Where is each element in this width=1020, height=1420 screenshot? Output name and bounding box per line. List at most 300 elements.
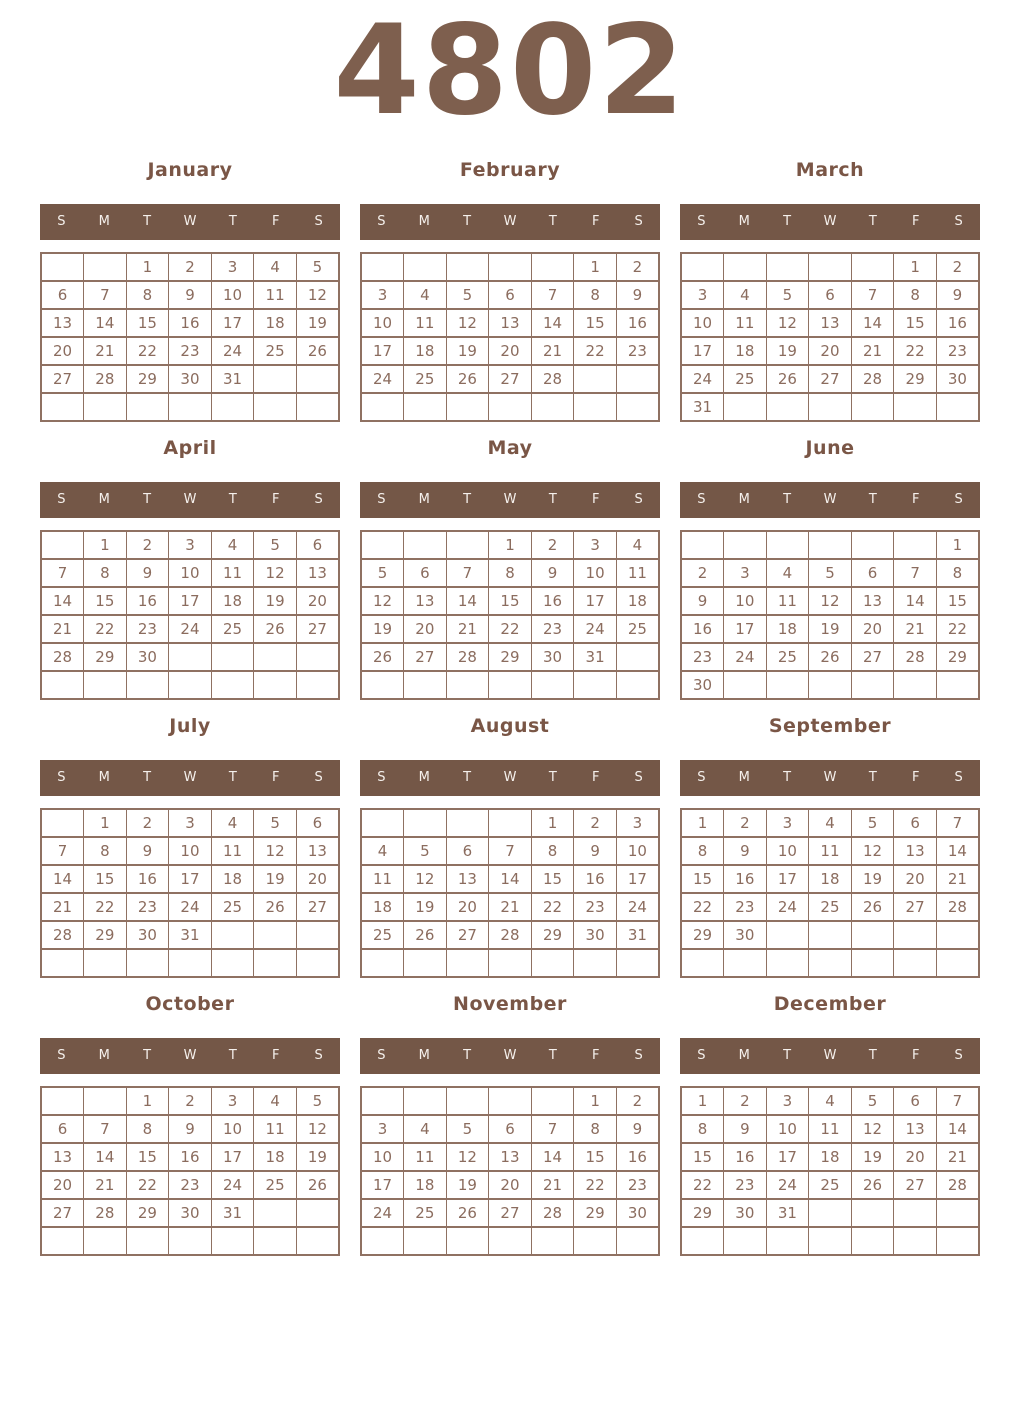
day-cell: 16 <box>681 615 724 643</box>
weekday-label: F <box>591 770 600 786</box>
day-cell: 6 <box>446 837 489 865</box>
empty-day-cell <box>809 949 852 977</box>
day-cell: 6 <box>809 281 852 309</box>
day-cell: 8 <box>936 559 979 587</box>
weekday-label: F <box>591 492 600 508</box>
empty-day-cell <box>404 1227 447 1255</box>
day-cell: 25 <box>211 615 254 643</box>
day-cell: 12 <box>766 309 809 337</box>
months-grid <box>0 156 1020 1256</box>
empty-day-cell <box>41 809 84 837</box>
empty-day-cell <box>489 1227 532 1255</box>
week-row <box>41 281 339 309</box>
weekday-label: W <box>823 1048 837 1064</box>
day-cell: 24 <box>361 1199 404 1227</box>
weekday-label: S <box>697 492 706 508</box>
day-cell: 28 <box>851 365 894 393</box>
day-cell: 8 <box>574 281 617 309</box>
day-cell: 13 <box>296 559 339 587</box>
day-cell: 23 <box>126 893 169 921</box>
day-cell: 28 <box>84 1199 127 1227</box>
empty-day-cell <box>361 531 404 559</box>
day-cell: 20 <box>446 893 489 921</box>
empty-day-cell <box>851 921 894 949</box>
day-cell: 31 <box>766 1199 809 1227</box>
empty-day-cell <box>41 531 84 559</box>
day-cell: 7 <box>936 809 979 837</box>
day-cell: 5 <box>851 1087 894 1115</box>
empty-day-cell <box>489 393 532 421</box>
weekday-label: T <box>783 492 792 508</box>
day-cell: 5 <box>851 809 894 837</box>
weekday-label: M <box>98 770 110 786</box>
day-cell: 20 <box>404 615 447 643</box>
day-cell: 27 <box>809 365 852 393</box>
day-cell: 13 <box>41 309 84 337</box>
empty-day-cell <box>851 1227 894 1255</box>
week-row <box>681 309 979 337</box>
day-cell: 12 <box>296 1115 339 1143</box>
weekday-label: W <box>503 1048 517 1064</box>
week-row <box>681 615 979 643</box>
day-cell: 13 <box>894 837 937 865</box>
week-row <box>681 893 979 921</box>
empty-day-cell <box>681 1227 724 1255</box>
day-cell: 3 <box>211 253 254 281</box>
empty-day-cell <box>254 921 297 949</box>
day-cell: 10 <box>169 559 212 587</box>
week-row <box>361 837 659 865</box>
day-cell: 20 <box>41 1171 84 1199</box>
day-cell: 18 <box>211 587 254 615</box>
day-cell: 21 <box>446 615 489 643</box>
day-cell: 8 <box>84 837 127 865</box>
day-cell: 21 <box>894 615 937 643</box>
day-cell: 28 <box>936 1171 979 1199</box>
day-cell: 9 <box>724 837 767 865</box>
month-may <box>360 434 660 700</box>
day-cell: 30 <box>126 643 169 671</box>
day-cell: 26 <box>446 365 489 393</box>
weekday-header <box>360 1038 660 1074</box>
weekday-label: T <box>548 770 557 786</box>
day-cell: 7 <box>531 281 574 309</box>
weekday-header <box>40 1038 340 1074</box>
day-cell: 9 <box>936 281 979 309</box>
empty-day-cell <box>936 1199 979 1227</box>
day-cell: 10 <box>211 1115 254 1143</box>
week-row <box>41 1143 339 1171</box>
day-cell: 22 <box>126 1171 169 1199</box>
day-cell: 23 <box>936 337 979 365</box>
weekday-label: M <box>418 214 430 230</box>
day-cell: 17 <box>211 1143 254 1171</box>
day-cell: 20 <box>894 865 937 893</box>
day-cell: 16 <box>616 309 659 337</box>
week-row <box>361 1171 659 1199</box>
day-cell: 3 <box>361 1115 404 1143</box>
weekday-label: T <box>228 492 237 508</box>
day-cell: 21 <box>936 1143 979 1171</box>
week-row <box>681 281 979 309</box>
weekday-label: F <box>271 492 280 508</box>
empty-day-cell <box>446 671 489 699</box>
day-cell: 8 <box>681 837 724 865</box>
day-cell: 9 <box>126 837 169 865</box>
day-cell: 24 <box>616 893 659 921</box>
day-cell: 22 <box>489 615 532 643</box>
day-cell: 4 <box>724 281 767 309</box>
day-cell: 19 <box>851 1143 894 1171</box>
day-cell: 10 <box>681 309 724 337</box>
day-cell: 18 <box>361 893 404 921</box>
day-cell: 1 <box>489 531 532 559</box>
empty-day-cell <box>254 393 297 421</box>
empty-day-cell <box>681 253 724 281</box>
day-cell: 22 <box>574 1171 617 1199</box>
day-cell: 21 <box>84 1171 127 1199</box>
day-cell: 26 <box>404 921 447 949</box>
day-cell: 1 <box>574 253 617 281</box>
empty-day-cell <box>361 949 404 977</box>
day-cell: 12 <box>446 1143 489 1171</box>
day-cell: 9 <box>616 1115 659 1143</box>
week-row <box>41 309 339 337</box>
empty-day-cell <box>211 1227 254 1255</box>
week-row <box>681 921 979 949</box>
empty-day-cell <box>894 949 937 977</box>
empty-day-cell <box>809 253 852 281</box>
week-row <box>681 1171 979 1199</box>
day-cell: 1 <box>681 1087 724 1115</box>
day-cell: 16 <box>169 309 212 337</box>
day-cell: 19 <box>361 615 404 643</box>
day-cell: 24 <box>724 643 767 671</box>
day-cell: 7 <box>84 1115 127 1143</box>
days-grid <box>40 808 340 978</box>
weekday-label: T <box>143 214 152 230</box>
day-cell: 23 <box>616 337 659 365</box>
day-cell: 6 <box>296 809 339 837</box>
empty-day-cell <box>211 921 254 949</box>
weekday-label: W <box>183 214 197 230</box>
day-cell: 23 <box>616 1171 659 1199</box>
empty-day-cell <box>766 531 809 559</box>
day-cell: 6 <box>41 1115 84 1143</box>
week-row <box>41 1115 339 1143</box>
month-title: June <box>805 437 855 460</box>
week-row <box>361 531 659 559</box>
day-cell: 16 <box>616 1143 659 1171</box>
day-cell: 20 <box>489 337 532 365</box>
empty-day-cell <box>851 1199 894 1227</box>
days-grid <box>680 252 980 422</box>
weekday-label: S <box>314 214 323 230</box>
weekday-label: W <box>823 492 837 508</box>
day-cell: 14 <box>531 309 574 337</box>
weekday-label: W <box>503 492 517 508</box>
week-row <box>41 559 339 587</box>
week-row <box>681 1227 979 1255</box>
day-cell: 3 <box>681 281 724 309</box>
month-january <box>40 156 340 422</box>
day-cell: 6 <box>404 559 447 587</box>
weekday-label: F <box>911 492 920 508</box>
day-cell: 3 <box>766 1087 809 1115</box>
day-cell: 27 <box>851 643 894 671</box>
year-title: 4802 <box>333 0 687 143</box>
empty-day-cell <box>296 921 339 949</box>
day-cell: 11 <box>254 281 297 309</box>
day-cell: 16 <box>126 865 169 893</box>
day-cell: 7 <box>894 559 937 587</box>
day-cell: 6 <box>894 809 937 837</box>
days-grid <box>360 808 660 978</box>
day-cell: 12 <box>361 587 404 615</box>
empty-day-cell <box>361 1087 404 1115</box>
empty-day-cell <box>809 1227 852 1255</box>
day-cell: 26 <box>296 337 339 365</box>
day-cell: 20 <box>851 615 894 643</box>
day-cell: 21 <box>851 337 894 365</box>
week-row <box>681 1115 979 1143</box>
day-cell: 14 <box>936 1115 979 1143</box>
day-cell: 12 <box>296 281 339 309</box>
week-row <box>361 393 659 421</box>
weekday-label: T <box>783 214 792 230</box>
empty-day-cell <box>84 671 127 699</box>
day-cell: 8 <box>681 1115 724 1143</box>
weekday-label: W <box>503 214 517 230</box>
weekday-label: T <box>143 770 152 786</box>
day-cell: 2 <box>126 809 169 837</box>
day-cell: 2 <box>936 253 979 281</box>
day-cell: 12 <box>254 559 297 587</box>
empty-day-cell <box>681 949 724 977</box>
week-row <box>361 309 659 337</box>
day-cell: 13 <box>41 1143 84 1171</box>
empty-day-cell <box>211 671 254 699</box>
week-row <box>361 949 659 977</box>
month-title: December <box>773 993 887 1016</box>
empty-day-cell <box>404 671 447 699</box>
month-title: February <box>459 159 561 182</box>
empty-day-cell <box>489 253 532 281</box>
week-row <box>41 337 339 365</box>
empty-day-cell <box>616 671 659 699</box>
weekday-label: F <box>911 770 920 786</box>
week-row <box>681 559 979 587</box>
day-cell: 13 <box>894 1115 937 1143</box>
weekday-label: F <box>911 1048 920 1064</box>
day-cell: 27 <box>489 365 532 393</box>
empty-day-cell <box>809 531 852 559</box>
day-cell: 25 <box>361 921 404 949</box>
day-cell: 15 <box>936 587 979 615</box>
weekday-label: T <box>228 1048 237 1064</box>
week-row <box>41 253 339 281</box>
day-cell: 30 <box>126 921 169 949</box>
empty-day-cell <box>361 1227 404 1255</box>
empty-day-cell <box>936 671 979 699</box>
weekday-label: M <box>418 770 430 786</box>
empty-day-cell <box>296 365 339 393</box>
days-grid <box>360 252 660 422</box>
day-cell: 14 <box>894 587 937 615</box>
weekday-label: T <box>463 770 472 786</box>
week-row <box>681 643 979 671</box>
empty-day-cell <box>724 393 767 421</box>
days-grid <box>680 530 980 700</box>
month-july <box>40 712 340 978</box>
weekday-header <box>40 482 340 518</box>
day-cell: 30 <box>574 921 617 949</box>
day-cell: 12 <box>254 837 297 865</box>
week-row <box>361 865 659 893</box>
day-cell: 21 <box>41 615 84 643</box>
day-cell: 12 <box>809 587 852 615</box>
day-cell: 15 <box>894 309 937 337</box>
weekday-label: T <box>463 1048 472 1064</box>
day-cell: 28 <box>41 921 84 949</box>
weekday-label: M <box>418 1048 430 1064</box>
empty-day-cell <box>724 1227 767 1255</box>
day-cell: 13 <box>809 309 852 337</box>
week-row <box>681 587 979 615</box>
day-cell: 10 <box>169 837 212 865</box>
weekday-label: T <box>143 1048 152 1064</box>
day-cell: 13 <box>296 837 339 865</box>
day-cell: 24 <box>766 893 809 921</box>
week-row <box>41 643 339 671</box>
empty-day-cell <box>766 671 809 699</box>
day-cell: 30 <box>681 671 724 699</box>
day-cell: 17 <box>211 309 254 337</box>
weekday-label: S <box>57 492 66 508</box>
month-title: November <box>453 993 567 1016</box>
day-cell: 11 <box>809 837 852 865</box>
week-row <box>681 365 979 393</box>
day-cell: 25 <box>724 365 767 393</box>
day-cell: 25 <box>254 337 297 365</box>
empty-day-cell <box>254 1227 297 1255</box>
day-cell: 26 <box>254 893 297 921</box>
day-cell: 5 <box>296 253 339 281</box>
day-cell: 5 <box>254 531 297 559</box>
week-row <box>41 671 339 699</box>
day-cell: 11 <box>766 587 809 615</box>
week-row <box>41 615 339 643</box>
day-cell: 10 <box>766 1115 809 1143</box>
day-cell: 19 <box>296 1143 339 1171</box>
empty-day-cell <box>296 1199 339 1227</box>
day-cell: 9 <box>574 837 617 865</box>
day-cell: 31 <box>211 365 254 393</box>
weekday-label: F <box>271 770 280 786</box>
month-title: March <box>795 159 865 182</box>
empty-day-cell <box>489 809 532 837</box>
day-cell: 17 <box>766 1143 809 1171</box>
day-cell: 2 <box>169 253 212 281</box>
day-cell: 15 <box>84 865 127 893</box>
day-cell: 16 <box>724 865 767 893</box>
day-cell: 25 <box>766 643 809 671</box>
week-row <box>41 531 339 559</box>
week-row <box>681 809 979 837</box>
day-cell: 11 <box>616 559 659 587</box>
day-cell: 8 <box>531 837 574 865</box>
empty-day-cell <box>531 1227 574 1255</box>
empty-day-cell <box>254 643 297 671</box>
empty-day-cell <box>254 949 297 977</box>
empty-day-cell <box>531 949 574 977</box>
day-cell: 16 <box>531 587 574 615</box>
day-cell: 7 <box>41 837 84 865</box>
day-cell: 24 <box>361 365 404 393</box>
day-cell: 2 <box>724 1087 767 1115</box>
day-cell: 15 <box>574 1143 617 1171</box>
week-row <box>361 921 659 949</box>
week-row <box>361 587 659 615</box>
empty-day-cell <box>894 393 937 421</box>
day-cell: 19 <box>446 1171 489 1199</box>
weekday-label: S <box>314 492 323 508</box>
day-cell: 4 <box>766 559 809 587</box>
day-cell: 31 <box>616 921 659 949</box>
day-cell: 18 <box>254 309 297 337</box>
empty-day-cell <box>531 393 574 421</box>
empty-day-cell <box>84 393 127 421</box>
day-cell: 14 <box>446 587 489 615</box>
day-cell: 11 <box>724 309 767 337</box>
day-cell: 29 <box>489 643 532 671</box>
empty-day-cell <box>169 949 212 977</box>
week-row <box>681 1199 979 1227</box>
day-cell: 5 <box>446 281 489 309</box>
day-cell: 7 <box>84 281 127 309</box>
day-cell: 18 <box>254 1143 297 1171</box>
empty-day-cell <box>126 949 169 977</box>
day-cell: 23 <box>681 643 724 671</box>
day-cell: 18 <box>616 587 659 615</box>
empty-day-cell <box>169 671 212 699</box>
empty-day-cell <box>446 949 489 977</box>
day-cell: 20 <box>809 337 852 365</box>
day-cell: 22 <box>126 337 169 365</box>
day-cell: 20 <box>296 865 339 893</box>
day-cell: 12 <box>851 1115 894 1143</box>
weekday-header <box>40 760 340 796</box>
day-cell: 29 <box>531 921 574 949</box>
empty-day-cell <box>766 1227 809 1255</box>
empty-day-cell <box>254 1199 297 1227</box>
empty-day-cell <box>894 531 937 559</box>
day-cell: 25 <box>616 615 659 643</box>
empty-day-cell <box>766 393 809 421</box>
day-cell: 31 <box>211 1199 254 1227</box>
week-row <box>41 921 339 949</box>
day-cell: 21 <box>531 337 574 365</box>
day-cell: 22 <box>894 337 937 365</box>
day-cell: 1 <box>126 253 169 281</box>
day-cell: 15 <box>681 1143 724 1171</box>
day-cell: 20 <box>489 1171 532 1199</box>
day-cell: 30 <box>169 1199 212 1227</box>
day-cell: 9 <box>169 281 212 309</box>
weekday-label: S <box>954 214 963 230</box>
month-june <box>680 434 980 700</box>
empty-day-cell <box>296 671 339 699</box>
